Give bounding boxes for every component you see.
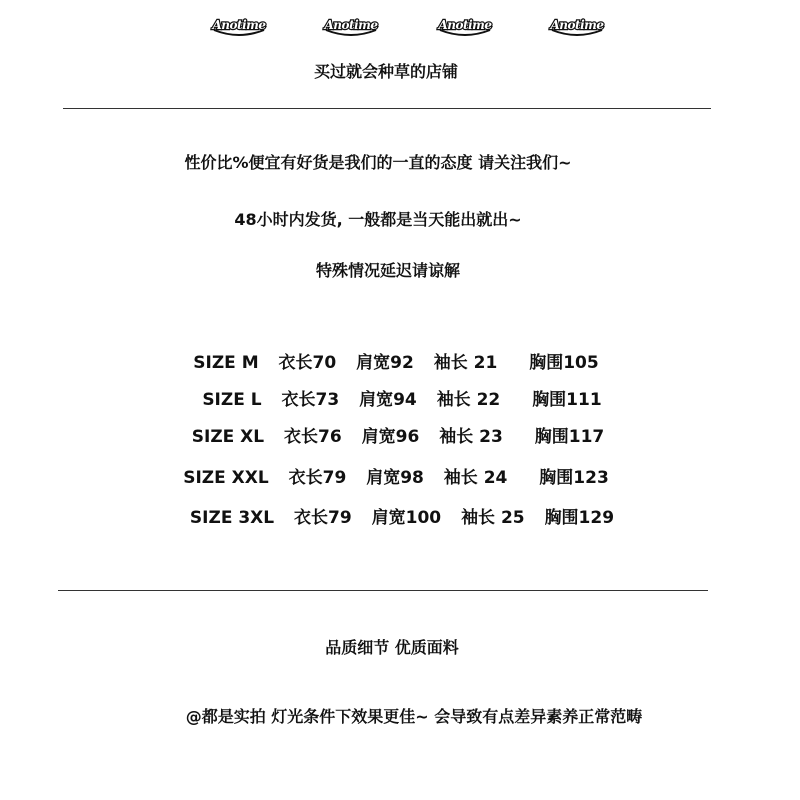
length-value: 衣长73 — [281, 390, 340, 410]
sleeve-value: 袖长 25 — [461, 508, 525, 528]
size-row — [0, 463, 796, 488]
brand-logo — [434, 10, 496, 40]
size-row — [2, 385, 800, 410]
chest-value: 胸围111 — [532, 390, 602, 410]
brand-logo-text: Anotime — [212, 18, 266, 32]
intro-line-2: 48小时内发货, 一般都是当天能出就出~ — [234, 210, 522, 229]
size-row — [0, 422, 798, 447]
size-label: SIZE XL — [191, 427, 265, 447]
disclaimer: @都是实拍 灯光条件下效果更佳~ 会导致有点差异素养正常范畴 — [185, 707, 643, 726]
size-label: SIZE 3XL — [189, 508, 275, 528]
shoulder-value: 肩宽92 — [356, 353, 414, 373]
size-row — [0, 348, 796, 373]
brand-logo — [546, 10, 608, 40]
intro-line-3: 特殊情况延迟请谅解 — [315, 261, 460, 280]
shoulder-value: 肩宽100 — [371, 508, 442, 528]
size-row — [2, 503, 800, 528]
sleeve-value: 袖长 23 — [439, 427, 503, 447]
sleeve-value: 袖长 24 — [443, 468, 508, 488]
sleeve-value: 袖长 21 — [433, 353, 498, 373]
chest-value: 胸围117 — [534, 427, 605, 447]
brand-logo-text: Anotime — [438, 18, 492, 32]
brand-logo-text: Anotime — [324, 18, 378, 32]
shoulder-value: 肩宽96 — [361, 427, 420, 447]
quality-title: 品质细节 优质面料 — [325, 638, 459, 657]
size-label: SIZE L — [202, 390, 262, 410]
divider-top — [63, 108, 711, 109]
chest-value: 胸围105 — [529, 353, 599, 373]
length-value: 衣长76 — [284, 427, 342, 447]
intro-line-1: 性价比%便宜有好货是我们的一直的态度 请关注我们~ — [184, 153, 572, 172]
shop-slogan: 买过就会种草的店铺 — [313, 62, 458, 81]
brand-logo — [320, 10, 382, 40]
size-label: SIZE M — [193, 353, 259, 373]
chest-value: 胸围123 — [539, 468, 609, 488]
divider-bottom — [58, 590, 708, 591]
size-label: SIZE XXL — [183, 468, 269, 488]
brand-logo — [208, 10, 270, 40]
sleeve-value: 袖长 22 — [436, 390, 501, 410]
chest-value: 胸围129 — [544, 508, 615, 528]
length-value: 衣长70 — [278, 353, 337, 373]
length-value: 衣长79 — [294, 508, 352, 528]
length-value: 衣长79 — [288, 468, 347, 488]
brand-logo-text: Anotime — [550, 18, 604, 32]
logo-row — [0, 10, 800, 42]
shoulder-value: 肩宽98 — [366, 468, 424, 488]
shoulder-value: 肩宽94 — [359, 390, 417, 410]
